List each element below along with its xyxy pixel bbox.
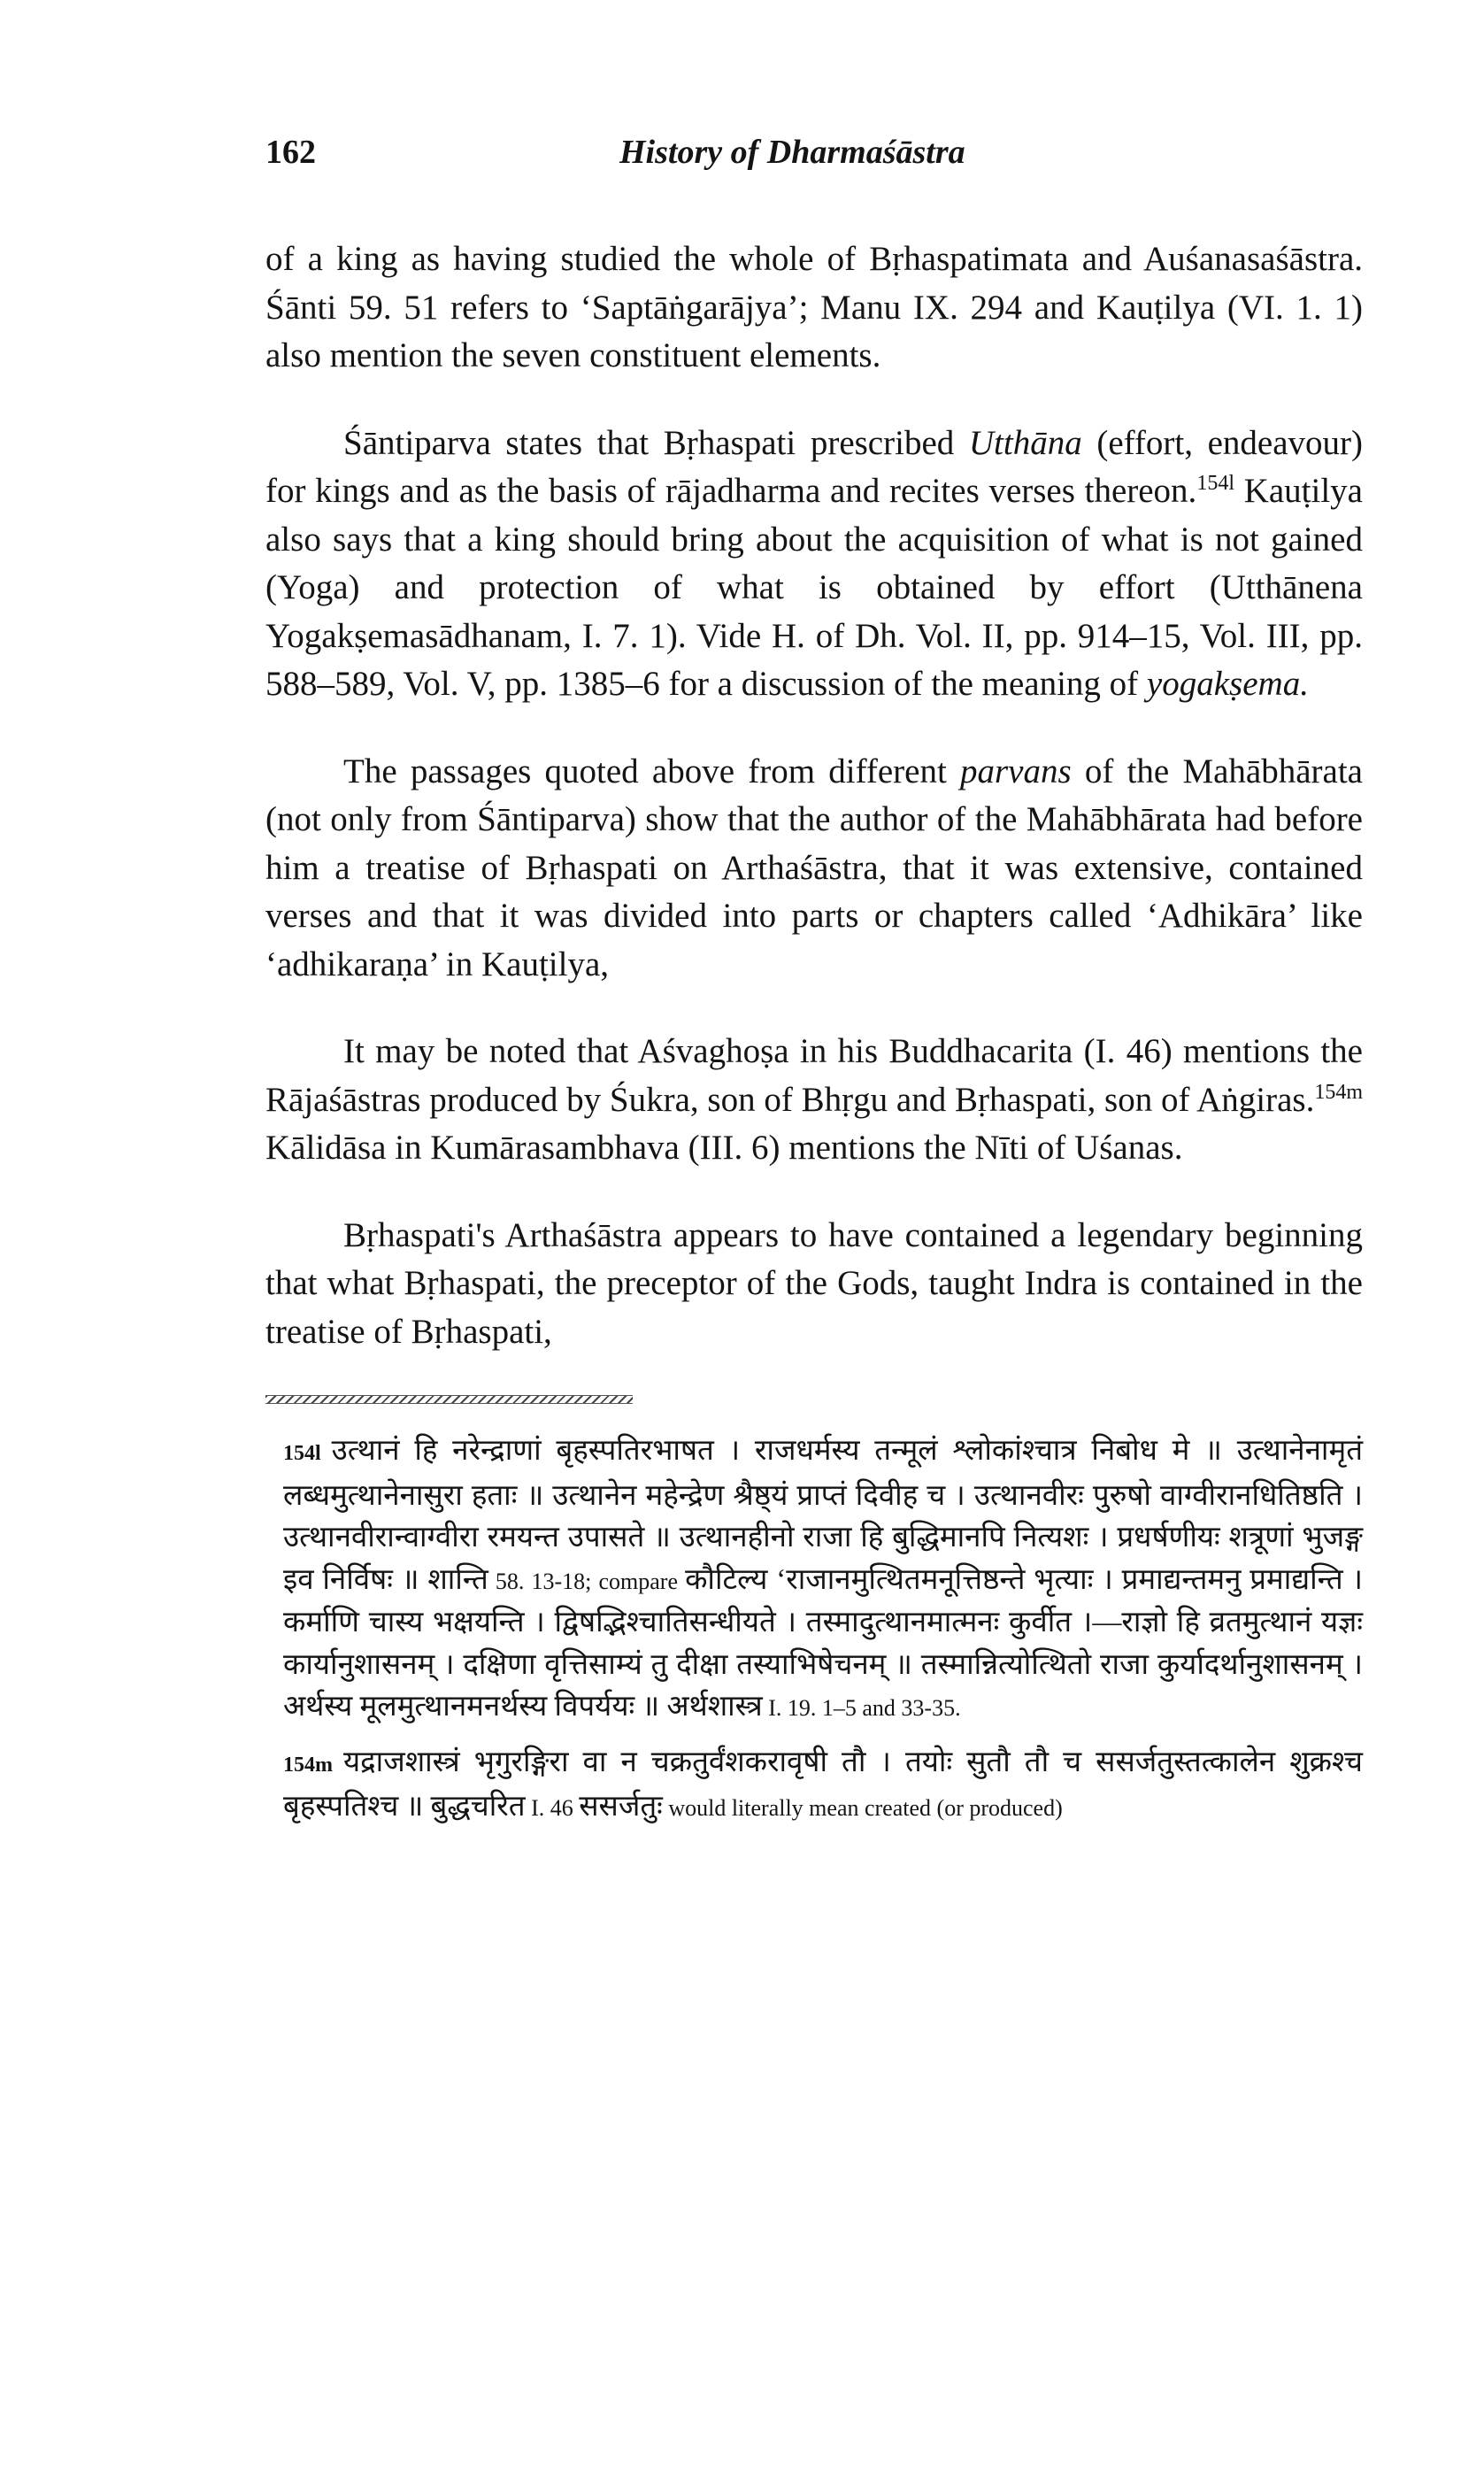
footnote-ref-154m[interactable]: 154m [1314, 1080, 1363, 1104]
footnote-label: 154l [283, 1442, 321, 1465]
paragraph-1: of a king as having studied the whole of Bṛhaspatimata and Auśanasaśāstra. Śānti 59. 51 refers to ‘Saptāṅgarājya’; Manu IX. 294 and Kauṭilya (VI. 1. 1) also mention the seven constituent elements. [265, 240, 1363, 374]
footnote-citation: 58. 13-18; compare [488, 1568, 686, 1594]
footnotes [265, 1430, 1363, 1830]
body-text [265, 235, 1363, 1356]
footnote-sanskrit: यद्राजशास्त्रं भृगुरङ्गिरा वा न चक्रतुर्वंशकरावृषी तौ । तयोः सुतौ तौ च ससर्जतुस्तत्कालेन शुक्रश्च बृहस्पतिश्च ॥ बुद्धचरित [283, 1746, 1363, 1823]
footnote-english: would literally mean created (or produced) [662, 1795, 1063, 1821]
paragraph-2: Śāntiparva states that Bṛhaspati prescribed Utthāna (effort, endeavour) for kings and as the basis of rājadharma and recites verses thereon.$^{154l}$ Kauṭilya also says that a king should bring about the acquisition of what is not gained (Yoga) and protection of what is obtained by effort (Utthānena Yogakṣemasādhanam, I. 7. 1). Vide H. of Dh. Vol. II, pp. 914–15, Vol. III, pp. 588–589, Vol. V, pp. 1385–6 for a discussion of the meaning of yogakṣema. [265, 423, 1363, 703]
footnote-sanskrit: कौटिल्य ‘राजानमुत्थितमनूत्तिष्ठन्ते भृत्याः । प्रमाद्यन्तमनु प्रमाद्यन्ति । कर्माणि चास्य भक्षयन्ति । द्विषद्भिश्चातिसन्धीयते । तस्मादुत्थानमात्मनः कुर्वीत ।—राज्ञो हि व्रतमुत्थानं यज्ञः कार्यानुशासनम् । दक्षिणा वृत्तिसाम्यं तु दीक्षा तस्याभिषेचनम् ॥ तस्मान्नित्योत्थितो राजा कुर्यादर्थानुशासनम् । अर्थस्य मूलमुत्थानमनर्थस्य विपर्ययः ॥ अर्थशास्त्र [283, 1563, 1363, 1723]
running-title: History of Dharmaśāstra [619, 134, 965, 171]
footnote-citation: I. 46 [525, 1795, 580, 1821]
page-header [265, 133, 1363, 195]
footnote-sanskrit: उत्थानं हि नरेन्द्राणां बृहस्पतिरभाषत । राजधर्मस्य तन्मूलं श्लोकांश्चात्र निबोध मे ॥ उत्थानेनामृतं लब्धमुत्थानेनासुरा हताः ॥ उत्थानेन महेन्द्रेण श्रैष्ठ्यं प्राप्तं दिवीह च । उत्थानवीरः पुरुषो वाग्वीरानधितिष्ठति । उत्थानवीरान्वाग्वीरा रमयन्त उपासते ॥ उत्थानहीनो राजा हि बुद्धिमानपि नित्यशः । प्रधर्षणीयः शत्रूणां भुजङ्ग इव निर्विषः ॥ शान्ति [283, 1435, 1363, 1596]
footnote-label: 154m [283, 1753, 333, 1777]
footnote-separator [265, 1395, 633, 1404]
footnote-citation: I. 19. 1–5 and 33-35. [762, 1695, 961, 1721]
footnote-154l [265, 1430, 1363, 1730]
page [265, 133, 1363, 1842]
paragraph-4: It may be noted that Aśvaghoṣa in his Buddhacarita (I. 46) mentions the Rājaśāstras produced by Śukra, son of Bhṛgu and Bṛhaspati, son of Aṅgiras.$^{154m}$ Kālidāsa in Kumārasambhava (III. 6) mentions the Nīti of Uśanas. [265, 1032, 1363, 1167]
paragraph-3: The passages quoted above from different parvans of the Mahābhārata (not only from Śāntiparva) show that the author of the Mahābhārata had before him a treatise of Bṛhaspati on Arthaśāstra, that it was extensive, contained verses and that it was divided into parts or chapters called ‘Adhikāra’ like ‘adhikaraṇa’ in Kauṭilya, [265, 752, 1363, 983]
footnote-154m [265, 1742, 1363, 1830]
page-number: 162 [265, 134, 316, 171]
paragraph-5: Bṛhaspati's Arthaśāstra appears to have contained a legendary beginning that what Bṛhaspati, the preceptor of the Gods, taught Indra is contained in the treatise of Bṛhaspati, [265, 1215, 1363, 1351]
footnote-sanskrit: ससर्जतुः [579, 1791, 663, 1823]
footnote-ref-154l[interactable]: 154l [1196, 472, 1234, 495]
